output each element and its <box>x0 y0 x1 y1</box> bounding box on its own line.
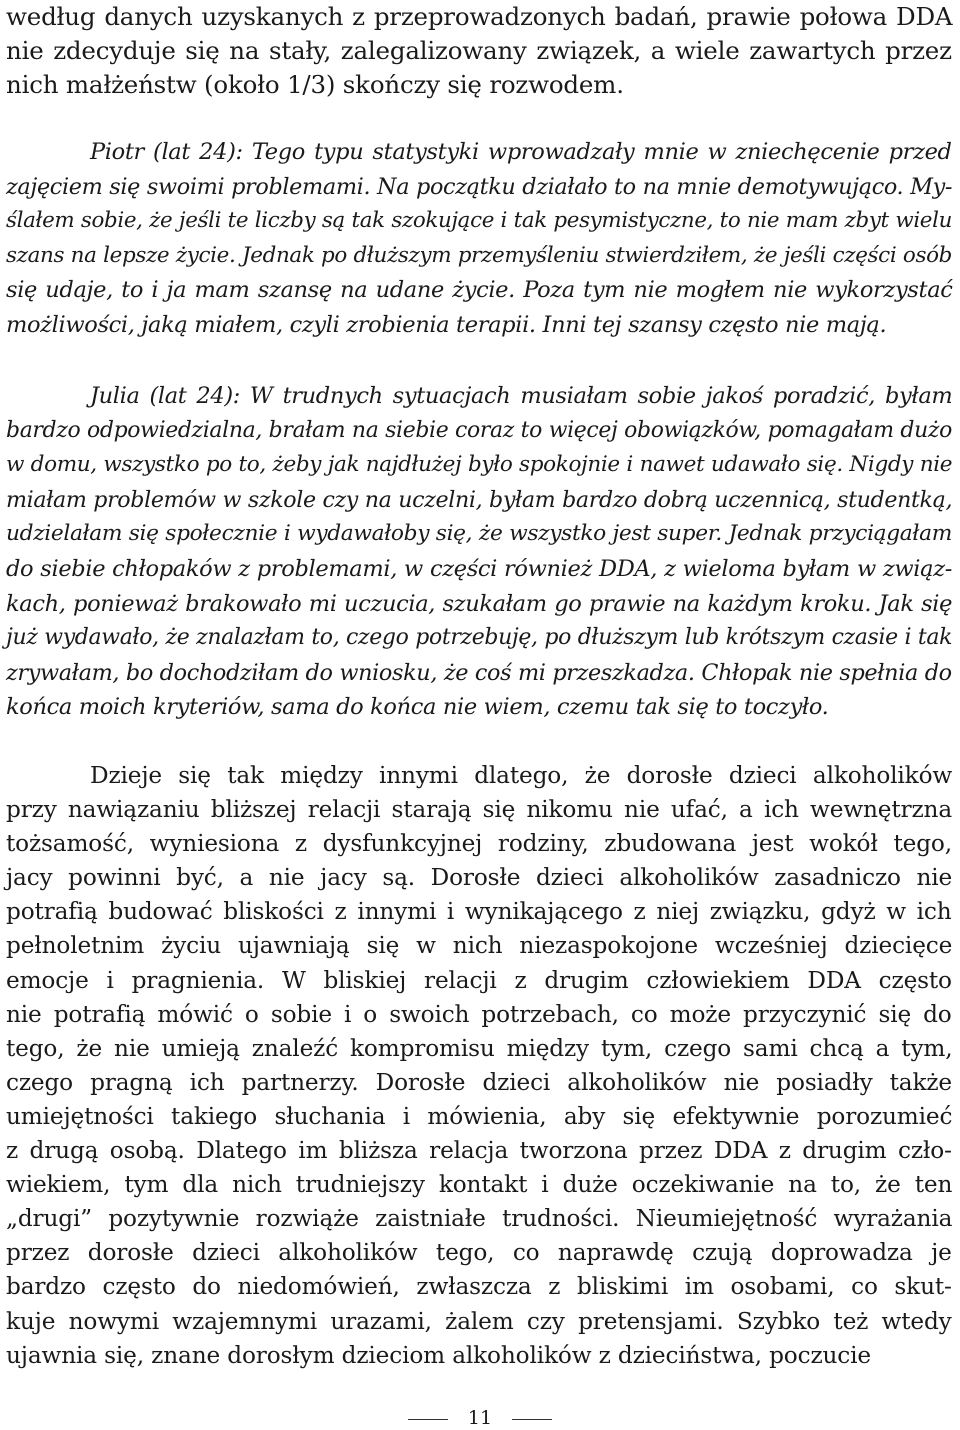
text-line: kach, ponieważ brakowało mi uczucia, szukałam go prawie na każdym kroku. Jak się <box>6 590 953 617</box>
text-line: przy nawiązaniu bliższej relacji starają się nikomu nie ufać, a ich wewnętrzna <box>6 796 953 824</box>
text-line: w domu, wszystko po to, żeby jak najdłużej było spokojnie i nawet udawało się. Nigdy nie <box>6 452 953 478</box>
text-line: bardzo często do niedomówień, zwłaszcza z bliskimi im osobami, co skut- <box>6 1273 952 1301</box>
text-line: miałam problemów w szkole czy na uczelni, byłam bardzo dobrą uczennicą, studentką, <box>6 486 953 513</box>
text-line: według danych uzyskanych z przeprowadzonych badań, prawie połowa DDA <box>6 2 953 31</box>
text-line: umiejętności takiego słuchania i mówienia, aby się efektywnie porozumieć <box>6 1102 953 1130</box>
text-line: ujawnia się, znane dorosłym dzieciom alkoholików z dzieciństwa, poczucie <box>6 1341 871 1369</box>
text-line: Julia (lat 24): W trudnych sytuacjach musiałam sobie jakoś poradzić, byłam <box>90 383 953 409</box>
text-line: potrafią budować bliskości z innymi i wynikającego z niej związku, gdyż w ich <box>6 898 952 926</box>
text-line: nich małżeństw (około 1/3) skończy się rozwodem. <box>6 70 624 99</box>
text-line: tożsamość, wyniesiona z dysfunkcyjnej rodziny, zbudowana jest wokół tego, <box>6 830 952 858</box>
text-line: Dzieje się tak między innymi dlatego, że dorosłe dzieci alkoholików <box>90 762 953 789</box>
text-line: emocje i pragnienia. W bliskiej relacji z drugim człowiekiem DDA często <box>6 966 952 994</box>
text-line: wiekiem, tym dla nich trudniejszy kontakt i duże oczekiwanie na to, że ten <box>6 1171 953 1199</box>
text-line: przez dorosłe dzieci alkoholików tego, co naprawdę czują doprowadza je <box>6 1239 952 1267</box>
quote-piotr <box>6 135 953 343</box>
text-line: możliwości, jaką miałem, czyli zrobienia terapii. Inni tej szansy często nie mają. <box>6 311 887 338</box>
text-line: pełnoletnim życiu ujawniają się w nich niezaspokojone wcześniej dziecięce <box>6 932 953 960</box>
text-line: kuje nowymi wzajemnymi urazami, żalem czy pretensjami. Szybko też wtedy <box>6 1307 952 1335</box>
quote-julia <box>6 379 952 725</box>
text-line: tego, że nie umieją znaleźć kompromisu między tym, czego sami chcą a tym, <box>6 1034 953 1062</box>
text-line: zajęciem się swoimi problemami. Na początku działało to na mnie demotywująco. My- <box>6 173 953 200</box>
text-line: końca moich kryteriów, sama do końca nie wiem, czemu tak się to toczyło. <box>6 694 829 721</box>
text-line: ślałem sobie, że jeśli te liczby są tak szokujące i tak pesymistyczne, to nie mam zbyt wielu <box>6 208 953 234</box>
text-line: zrywałam, bo dochodziłam do wniosku, że coś mi przeszkadza. Chłopak nie spełnia do <box>6 659 952 686</box>
text-line: „drugi” pozytywnie rozwiąże zaistniałe trudności. Nieumiejętność wyrażania <box>6 1205 953 1233</box>
text-line: Piotr (lat 24): Tego typu statystyki wprowadzały mnie w zniechęcenie przed <box>90 139 952 165</box>
text-line: szans na lepsze życie. Jednak po dłuższym przemyśleniu stwierdziłem, że jeśli części osób <box>6 242 953 268</box>
text-line: czego pragną ich partnerzy. Dorosłe dzieci alkoholików nie posiadły także <box>6 1068 953 1096</box>
text-line: się udaje, to i ja mam szansę na udane życie. Poza tym nie mogłem nie wykorzystać <box>6 277 953 304</box>
text-line: do siebie chłopaków z problemami, w części również DDA, z wieloma byłam w związ- <box>6 555 952 582</box>
text-line: z drugą osobą. Dlatego im bliższa relacja tworzona przez DDA z drugim czło- <box>6 1137 952 1165</box>
footer-rule-right <box>512 1419 552 1420</box>
page-number: 11 <box>467 1407 493 1429</box>
footer-rule-left <box>408 1419 448 1420</box>
text-line: jacy powinni być, a nie jacy są. Dorosłe dzieci alkoholików zasadniczo nie <box>6 864 953 892</box>
text-line: udzielałam się społecznie i wydawałoby się, że wszystko jest super. Jednak przyciągałam <box>6 521 952 547</box>
body-paragraph-main <box>6 759 952 1373</box>
text-line: bardzo odpowiedzialna, brałam na siebie coraz to więcej obowiązków, pomagałam dużo <box>6 417 952 443</box>
text-line: nie potrafią mówić o sobie i o swoich potrzebach, co może przyczynić się do <box>6 1000 952 1028</box>
text-line: nie zdecyduje się na stały, zalegalizowany związek, a wiele zawartych przez <box>6 36 952 65</box>
page-footer <box>0 1405 960 1429</box>
text-line: już wydawało, że znalazłam to, czego potrzebuję, po dłuższym lub krótszym czasie i tak <box>6 625 953 651</box>
body-paragraph-top <box>6 0 952 102</box>
